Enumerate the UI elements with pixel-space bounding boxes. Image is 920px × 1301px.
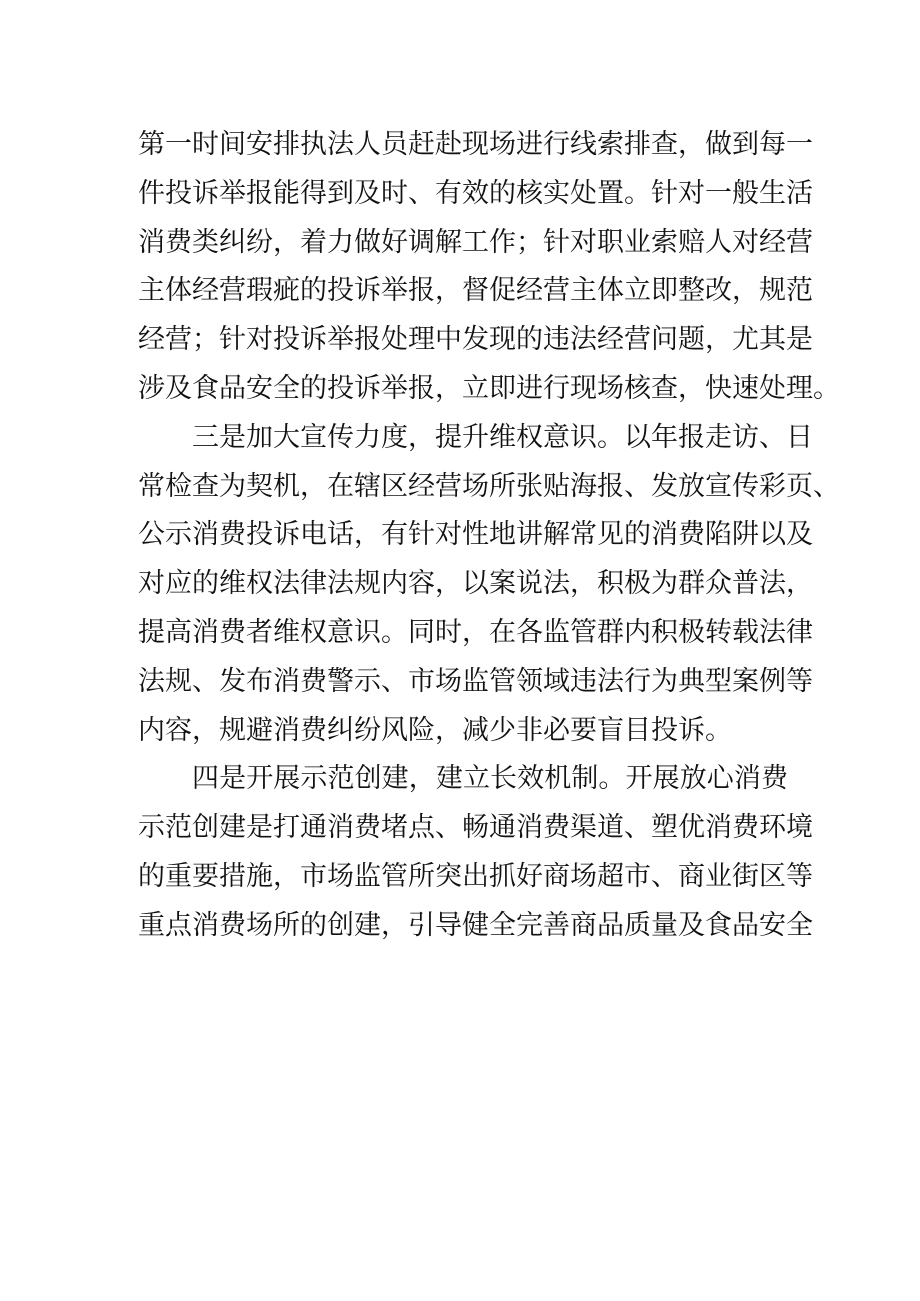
text-line: 的重要措施，市场监管所突出抓好商场超市、商业街区等 [138,860,813,892]
text-line: 对应的维权法律法规内容，以案说法，积极为群众普法， [138,568,813,600]
text-line: 重点消费场所的创建，引导健全完善商品质量及食品安全 [138,909,813,941]
text-line: 件投诉举报能得到及时、有效的核实处置。针对一般生活 [138,177,813,209]
paragraph-start-line: 四是开展示范创建，建立长效机制。开展放心消费 [192,763,788,795]
text-line: 内容，规避消费纠纷风险，减少非必要盲目投诉。 [138,714,732,746]
text-line: 法规、发布消费警示、市场监管领域违法行为典型案例等 [138,665,813,697]
text-line: 消费类纠纷，着力做好调解工作；针对职业索赔人对经营 [138,226,813,258]
text-line: 提高消费者维权意识。同时，在各监管群内积极转载法律 [138,616,813,648]
body-text [138,121,840,951]
text-line: 常检查为契机，在辖区经营场所张贴海报、发放宣传彩页、 [138,470,840,502]
text-line: 涉及食品安全的投诉举报，立即进行现场核查，快速处理。 [138,372,840,404]
text-line: 经营；针对投诉举报处理中发现的违法经营问题，尤其是 [138,324,813,356]
text-line: 公示消费投诉电话，有针对性地讲解常见的消费陷阱以及 [138,519,813,551]
text-line: 示范创建是打通消费堵点、畅通消费渠道、塑优消费环境 [138,812,813,844]
text-line: 第一时间安排执法人员赶赴现场进行线索排查，做到每一 [138,129,813,160]
text-line: 主体经营瑕疵的投诉举报，督促经营主体立即整改，规范 [138,275,813,307]
paragraph-start-line: 三是加大宣传力度，提升维权意识。以年报走访、日 [192,421,813,453]
